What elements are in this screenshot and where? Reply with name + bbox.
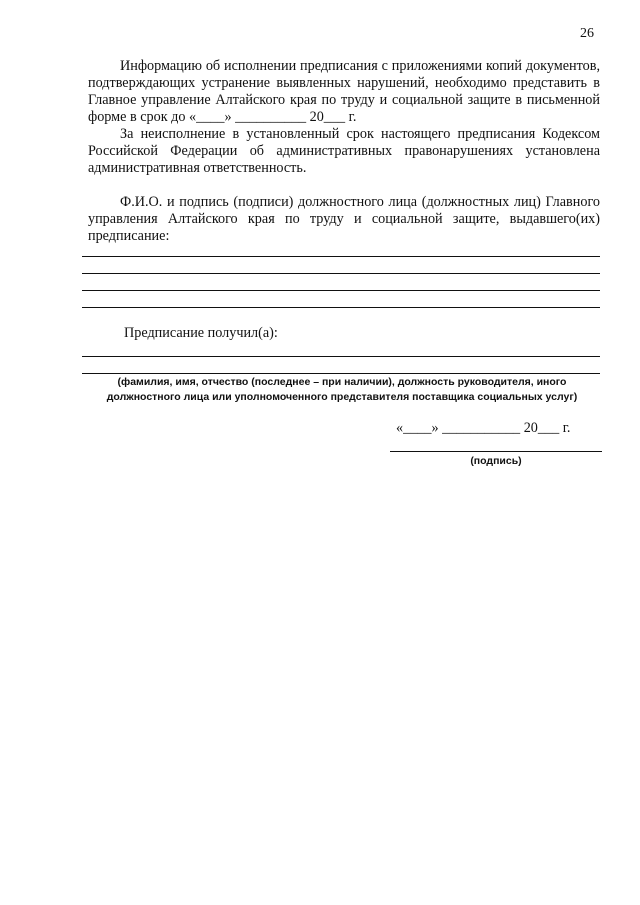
signature-rule bbox=[390, 451, 602, 452]
info-paragraph bbox=[88, 58, 600, 126]
signature-line-2 bbox=[82, 273, 600, 274]
signature-label: (подпись) bbox=[470, 455, 522, 467]
info-text: Информацию об исполнении предписания с приложениями копий документов, подтверждающих устранение выявленных нарушений, необходимо представить в Главное управление Алтайского края по труду и социальной защите в письменной форме в срок до «____» __________ 20___ г. bbox=[88, 58, 600, 125]
signature-line-1 bbox=[82, 256, 600, 257]
signature-line-3 bbox=[82, 290, 600, 291]
received-label: Предписание получил(а): bbox=[124, 325, 278, 341]
recipient-line-2 bbox=[82, 373, 600, 374]
date-line: «____» ___________ 20___ г. bbox=[396, 420, 571, 436]
recipient-line-1 bbox=[82, 356, 600, 357]
liability-paragraph bbox=[88, 126, 600, 177]
recipient-caption: (фамилия, имя, отчество (последнее – при наличии), должность руководителя, иного должностного лица или уполномоченного представителя поставщика социальных услуг) bbox=[106, 376, 578, 403]
official-text: Ф.И.О. и подпись (подписи) должностного лица (должностных лиц) Главного управления Алтайского края по труду и социальной защите, выдавшего(их) предписание: bbox=[88, 194, 600, 244]
signature-line-4 bbox=[82, 307, 600, 308]
page-number: 26 bbox=[580, 26, 594, 41]
official-paragraph bbox=[88, 194, 600, 245]
liability-text: За неисполнение в установленный срок настоящего предписания Кодексом Российской Федерации об административных правонарушениях установлена административная ответственность. bbox=[88, 126, 600, 176]
